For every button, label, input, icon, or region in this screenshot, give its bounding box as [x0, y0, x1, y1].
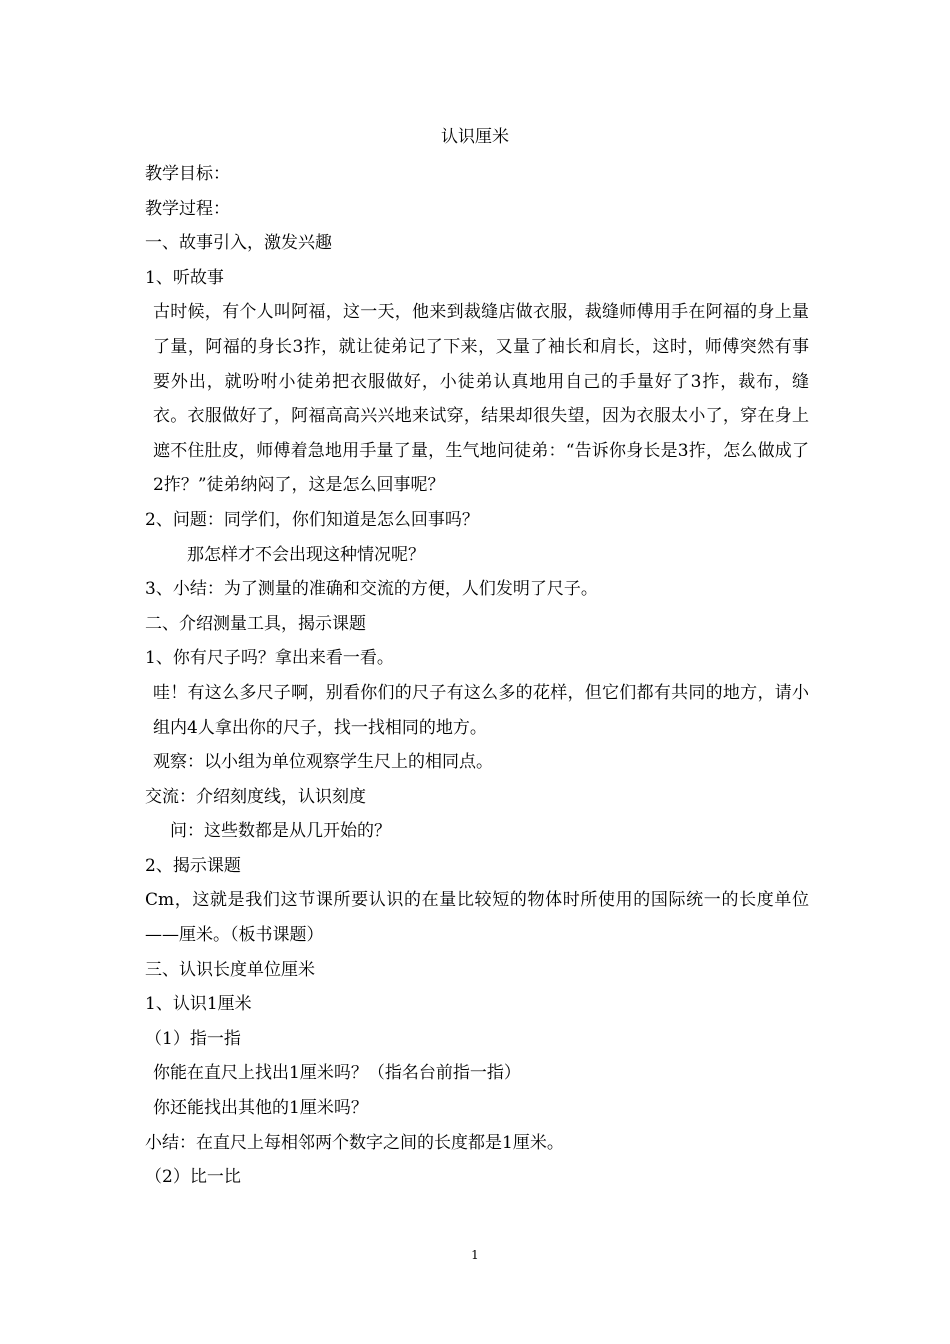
paragraph: Cm，这就是我们这节课所要认识的在量比较短的物体时所使用的国际统一的长度单位——厘米。（板书课题）: [145, 890, 809, 946]
story-paragraph: 古时候，有个人叫阿福，这一天，他来到裁缝店做衣服，裁缝师傅用手在阿福的身上量了量，阿福的身长3拃，就让徒弟记了下来，又量了袖长和肩长，这时，师傅突然有事要外出，就吩咐小徒弟把衣服做好，小徒弟认真地用自己的手量好了3拃，裁布，缝衣。衣服做好了，阿福高高兴兴地来试穿，结果却很失望，因为衣服太小了，穿在身上遮不住肚皮，师傅着急地用手量了量，生气地问徒弟：“告诉你身长是3拃，怎么做成了2拃？”徒弟纳闷了，这是怎么回事呢？: [153, 302, 809, 496]
text-line: （1）指一指: [145, 1028, 241, 1049]
text-line: 教学过程：: [145, 198, 230, 219]
section-heading: 三、认识长度单位厘米: [145, 959, 315, 980]
text-line: 3、小结：为了测量的准确和交流的方便，人们发明了尺子。: [145, 579, 598, 600]
text-line: 交流：介绍刻度线，认识刻度: [145, 786, 366, 807]
text-line: （2）比一比: [145, 1167, 241, 1188]
text-line: 小结：在直尺上每相邻两个数字之间的长度都是1厘米。: [145, 1132, 564, 1153]
section-heading: 二、介绍测量工具，揭示课题: [145, 613, 366, 634]
text-line: 1、认识1厘米: [145, 994, 252, 1015]
text-line: 你能在直尺上找出1厘米吗？（指名台前指一指）: [153, 1063, 521, 1084]
section-heading: 一、故事引入，激发兴趣: [145, 233, 332, 254]
document-body: [145, 157, 809, 1195]
text-line: 问：这些数都是从几开始的？: [170, 821, 391, 842]
text-line: 2、问题：同学们，你们知道是怎么回事吗？: [145, 509, 479, 530]
text-line: 1、你有尺子吗？拿出来看一看。: [145, 648, 394, 669]
document-title: 认识厘米: [441, 127, 509, 147]
text-line: 2、揭示课题: [145, 855, 241, 876]
text-line: 你还能找出其他的1厘米吗？: [153, 1098, 368, 1119]
page-number: 1: [471, 1248, 479, 1262]
text-line: 观察：以小组为单位观察学生尺上的相同点。: [153, 752, 493, 773]
text-line: 那怎样才不会出现这种情况呢？: [187, 544, 425, 565]
text-line: 1、听故事: [145, 267, 224, 288]
text-line: 教学目标：: [145, 164, 230, 184]
paragraph: 哇！有这么多尺子啊，别看你们的尺子有这么多的花样，但它们都有共同的地方，请小组内4人拿出你的尺子，找一找相同的地方。: [153, 682, 809, 738]
